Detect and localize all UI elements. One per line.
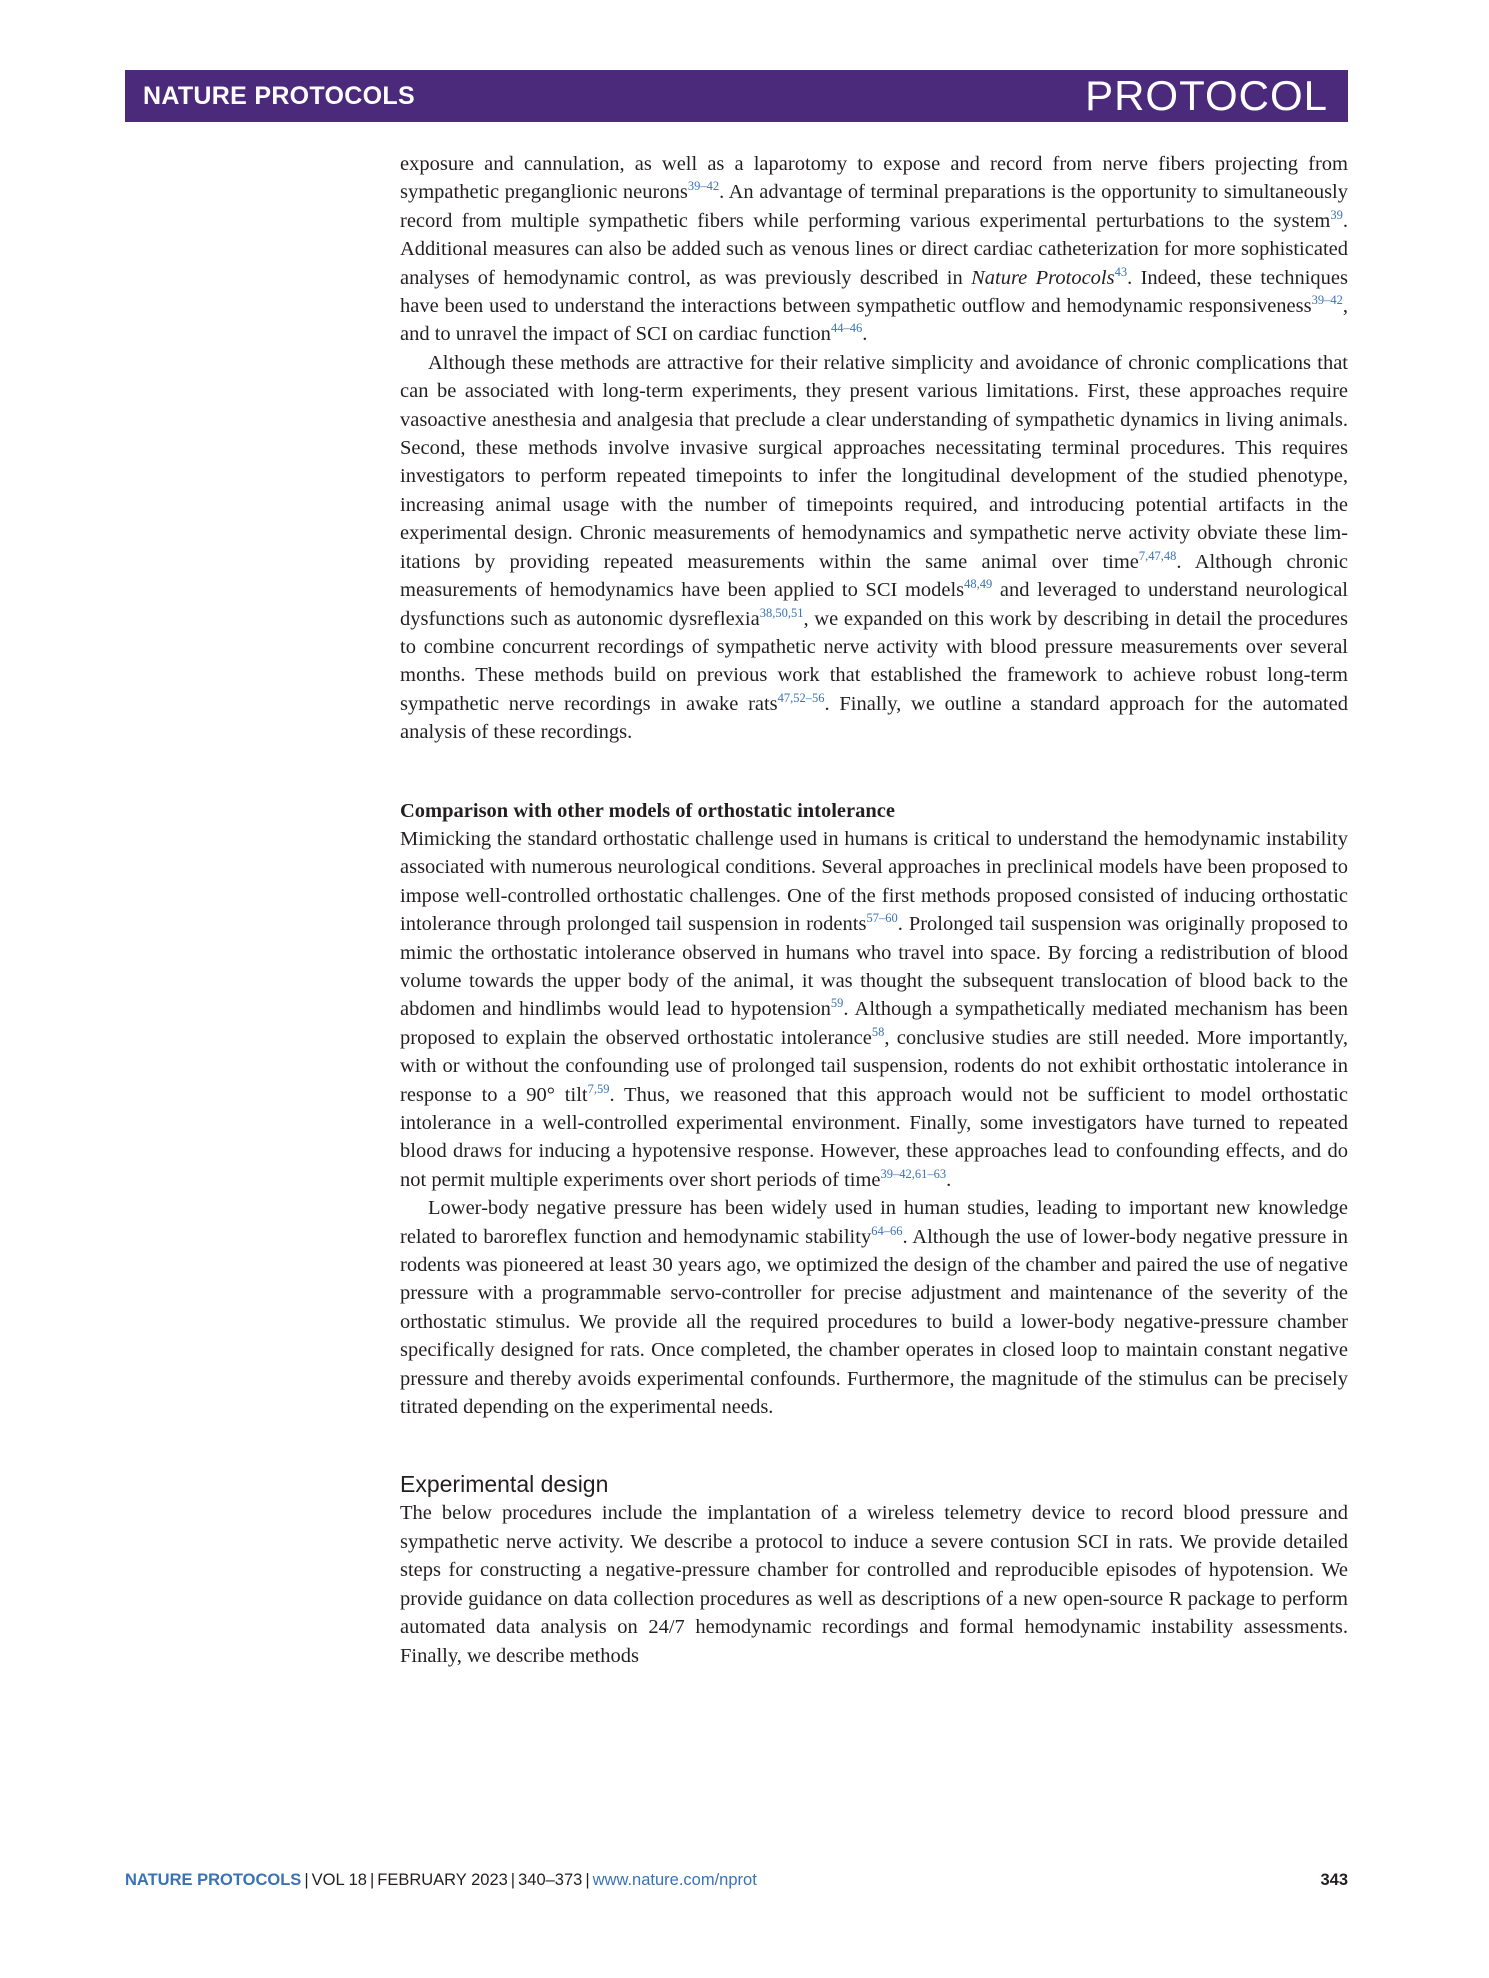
footer-volume: VOL 18 xyxy=(311,1871,367,1889)
reference-citation-link[interactable]: 39 xyxy=(1330,207,1343,222)
footer-journal: NATURE PROTOCOLS xyxy=(125,1871,302,1889)
reference-citation-link[interactable]: 44–46 xyxy=(830,321,863,336)
reference-citation-link[interactable]: 38,50,51 xyxy=(759,605,804,620)
footer-url-link[interactable]: www.nature.com/nprot xyxy=(592,1871,757,1889)
text-run: exposure and cannulation, as well as a laparotomy to expose and record from nerve fibers projecting from sympathetic preganglionic neurons xyxy=(400,153,1348,204)
reference-citation-link[interactable]: 43 xyxy=(1114,264,1128,279)
reference-citation-link[interactable]: 7,59 xyxy=(587,1081,610,1096)
text-run: . Finally, we outline a standard approach for the automated analysis of these recordings. xyxy=(400,692,1348,744)
paragraph xyxy=(400,150,1348,349)
text-run: . xyxy=(862,323,868,346)
text-run: . Indeed, these techniques have been used to understand the interactions between sympathetic outflow and hemodynamic responsiveness xyxy=(400,266,1349,318)
paragraph xyxy=(400,825,1348,1194)
text-run: , we expanded on this work by describing in detail the procedures to combine concurrent recordings of sympathetic nerve activity with blood pressure measurements over several months. These methods build on previous work that established the framework to achieve robust long-term sympathetic nerve recordings in awake rats xyxy=(400,607,1349,715)
paragraph xyxy=(400,349,1348,747)
section-heading: Experimental design xyxy=(400,1471,609,1498)
paragraph xyxy=(400,1194,1348,1421)
text-run: and leveraged to understand neurological dysfunctions such as autonomic dysreflexia xyxy=(400,579,1348,630)
text-run: . Although the use of lower-body negative pressure in rodents was pioneered at least 30 years ago, we optimized the design of the chamber and paired the use of negative pressure with a programmable servo-controller for precise adjustment and maintenance of the severity of the orthostatic stimulus. We provide all the required procedures to build a lower-body negative-pressure chamber specifically designed for rats. Once completed, the chamber operates in closed loop to maintain constant negative pressure and thereby avoids experimental confounds. Furthermore, the magnitude of the stimulus can be precisely titrated depending on the experimental needs. xyxy=(400,1225,1348,1419)
reference-citation-link[interactable]: 7,47,48 xyxy=(1138,548,1177,563)
journal-banner xyxy=(125,70,1348,122)
text-run: , and to unravel the impact of SCI on cardiac function xyxy=(400,295,1348,346)
text-run: . Thus, we reasoned that this approach would not be sufficient to model orthostatic intolerance in a well-controlled experimental environment. Finally, some investigators have turned to repeated blood draws for inducing a hypotensive response. However, these approaches lead to confounding effects, and do not permit multiple experiments over short periods of time xyxy=(400,1083,1348,1191)
text-run: , conclusive studies are still needed. More importantly, with or without the confounding use of prolonged tail suspension, rodents do not exhibit orthostatic intolerance in response to a 90° tilt xyxy=(400,1026,1349,1106)
reference-citation-link[interactable]: 57–60 xyxy=(866,911,898,926)
footer-pages: 340–373 xyxy=(518,1871,583,1889)
text-run: . Although chronic measurements of hemodynamics have been applied to SCI models xyxy=(400,550,1348,602)
italic-text: Nature Protocols xyxy=(971,266,1115,289)
text-run: Mimicking the standard orthostatic challenge used in humans is critical to understand the hemodynamic instability associated with numerous neurological conditions. Several approaches in preclinical models have been proposed to impose well-controlled orthostatic challenges. One of the first methods proposed consisted of inducing orthostatic intolerance through prolonged tail suspension in rodents xyxy=(400,827,1348,936)
text-run: The below procedures include the implantation of a wireless telemetry device to record blood pressure and sympathetic nerve activity. We describe a protocol to induce a severe contusion SCI in rats. We provide detailed steps for constructing a negative-pressure chamber for controlled and reproducible episodes of hypotension. We provide guidance on data collection procedures as well as descriptions of a new open-source R package to perform automated data analysis on 24/7 hemodynamic recordings and formal hemodynamic instability assessments. Finally, we describe methods xyxy=(400,1502,1348,1667)
subsection-heading: Comparison with other models of orthostatic intolerance xyxy=(400,799,895,822)
article-type: PROTOCOL xyxy=(1085,72,1328,119)
reference-citation-link[interactable]: 64–66 xyxy=(871,1223,903,1238)
text-run: Lower-body negative pressure has been widely used in human studies, leading to important new knowledge related to baroreflex function and hemodynamic stability xyxy=(400,1197,1348,1248)
text-run: Although these methods are attractive for their relative simplicity and avoidance of chronic complications that can be associated with long-term experiments, they present various limitations. First, these approaches require vasoactive anesthesia and analgesia that preclude a clear understanding of sympathetic dynamics in living animals. Second, these methods involve invasive surgical approaches necessitating terminal procedures. This requires investigators to perform repeated timepoints to infer the longitudinal development of the studied phenotype, increasing animal usage with the number of timepoints required, and introducing potential artifacts in the experimental design. Chronic measurements of hemodynamics and sympathetic nerve activity obviate these limitations by providing repeated measurements within the same animal over time xyxy=(400,351,1348,573)
text-run: . Prolonged tail suspension was originally proposed to mimic the orthostatic intolerance observed in humans who travel into space. By forcing a redistribution of blood volume towards the upper body of the animal, it was thought the subsequent translocation of blood back to the abdomen and hindlimbs would lead to hypotension xyxy=(400,913,1348,1021)
page-footer: NATURE PROTOCOLS | VOL 18 | FEBRUARY 2023 | 340–373 | www.nature.com/nprot 343 xyxy=(125,1871,1348,1889)
paragraph xyxy=(400,1499,1348,1669)
reference-citation-link[interactable]: 39–42,61–63 xyxy=(880,1166,947,1181)
article-body xyxy=(400,150,1348,1670)
text-run: . xyxy=(946,1168,952,1191)
text-run: . Although a sympathetically mediated mechanism has been proposed to explain the observed orthostatic intolerance xyxy=(400,998,1348,1049)
footer-date: FEBRUARY 2023 xyxy=(377,1871,508,1889)
reference-citation-link[interactable]: 58 xyxy=(871,1024,885,1039)
text-run: . An advantage of terminal preparations is the opportunity to simultaneously record from multiple sympathetic fibers while performing various experimental perturbations to the system xyxy=(400,181,1348,232)
page-number: 343 xyxy=(1320,1871,1348,1889)
reference-citation-link[interactable]: 39–42 xyxy=(687,179,720,194)
reference-citation-link[interactable]: 39–42 xyxy=(1311,293,1343,308)
reference-citation-link[interactable]: 47,52–56 xyxy=(777,690,825,705)
journal-name: NATURE PROTOCOLS xyxy=(143,82,415,110)
text-run: . Additional measures can also be added such as venous lines or direct cardiac catheterization for more sophisticated analyses of hemodynamic control, as was previously described in xyxy=(400,209,1348,289)
reference-citation-link[interactable]: 59 xyxy=(830,996,844,1011)
reference-citation-link[interactable]: 48,49 xyxy=(964,577,993,592)
